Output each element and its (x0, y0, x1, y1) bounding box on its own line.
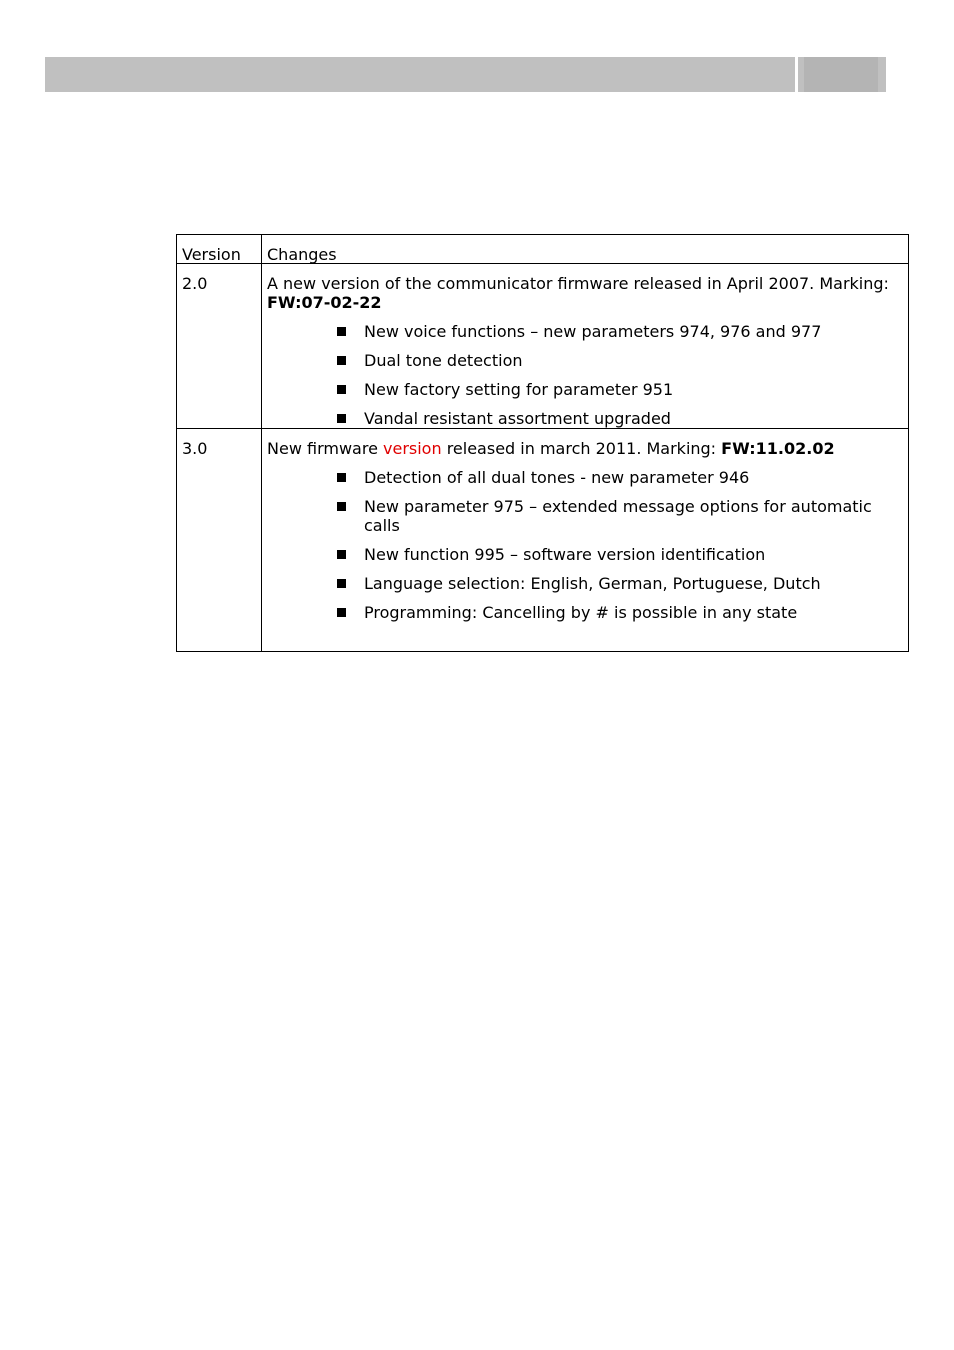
highlighted-word: version (383, 439, 442, 458)
list-item-text: Vandal resistant assortment upgraded (364, 409, 671, 428)
list-item (267, 322, 903, 341)
version-cell (177, 264, 262, 429)
changes-cell (262, 429, 909, 652)
square-bullet-icon (337, 608, 346, 617)
square-bullet-icon (337, 385, 346, 394)
table-row (177, 264, 909, 429)
change-list (267, 322, 903, 428)
release-description (267, 439, 903, 458)
list-item (267, 468, 903, 487)
square-bullet-icon (337, 550, 346, 559)
version-number: 2.0 (182, 274, 208, 293)
version-history-table (176, 234, 909, 652)
version-header-cell (177, 235, 262, 264)
list-item-text: Language selection: English, German, Portuguese, Dutch (364, 574, 821, 593)
square-bullet-icon (337, 327, 346, 336)
firmware-marking: FW:11.02.02 (721, 439, 835, 458)
header-bar (45, 57, 795, 92)
version-number: 3.0 (182, 439, 208, 458)
list-item-text: Programming: Cancelling by # is possible in any state (364, 603, 798, 622)
list-item (267, 574, 903, 593)
list-item (267, 351, 903, 370)
list-item (267, 409, 903, 428)
list-item (267, 497, 903, 535)
change-list (267, 468, 903, 622)
square-bullet-icon (337, 473, 346, 482)
list-item-text: New factory setting for parameter 951 (364, 380, 674, 399)
square-bullet-icon (337, 579, 346, 588)
table-row (177, 429, 909, 652)
list-item-text: Dual tone detection (364, 351, 523, 370)
release-description (267, 274, 903, 312)
list-item (267, 545, 903, 564)
release-description-text: released in march 2011. Marking: (441, 439, 722, 458)
square-bullet-icon (337, 356, 346, 365)
square-bullet-icon (337, 502, 346, 511)
header-tab-inner (804, 57, 878, 92)
release-description-text: A new version of the communicator firmware released in April 2007. Marking: (267, 274, 889, 293)
firmware-marking: FW:07-02-22 (267, 293, 382, 312)
list-item-text: Detection of all dual tones - new parameter 946 (364, 468, 750, 487)
list-item (267, 603, 903, 622)
version-cell (177, 429, 262, 652)
release-description-text: New firmware (267, 439, 383, 458)
list-item-text: New parameter 975 – extended message options for automatic calls (364, 497, 872, 535)
changes-header-cell (262, 235, 909, 264)
changes-header: Changes (267, 245, 337, 264)
square-bullet-icon (337, 414, 346, 423)
changes-cell (262, 264, 909, 429)
list-item (267, 380, 903, 399)
list-item-text: New function 995 – software version identification (364, 545, 766, 564)
table-header-row (177, 235, 909, 264)
list-item-text: New voice functions – new parameters 974, 976 and 977 (364, 322, 822, 341)
version-header: Version (182, 245, 241, 264)
